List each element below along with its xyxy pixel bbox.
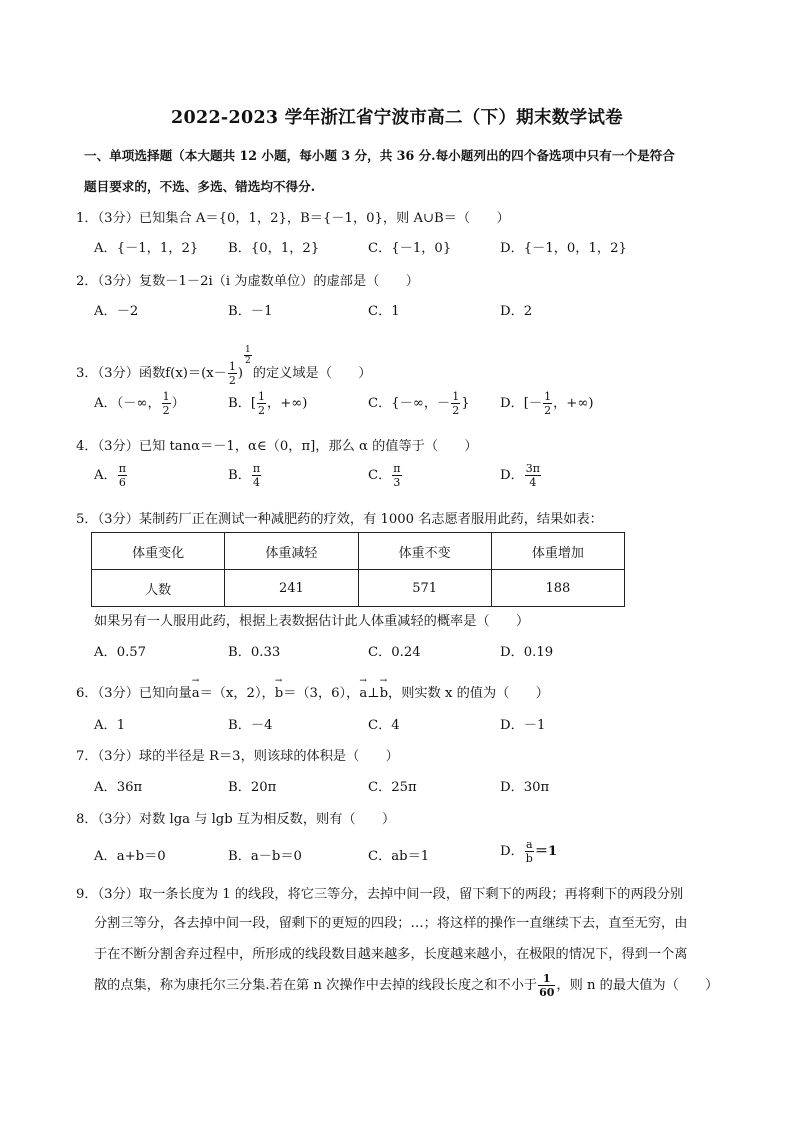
q2-option-b: B．－1 (228, 304, 273, 319)
q3-option-b: B．[ $\frac{1}{2}$ ，+∞) (228, 390, 308, 417)
question-2-stem: 2．（3分）复数－1－2i（i 为虚数单位）的虚部是（ ） (76, 274, 419, 289)
q5-option-d: D．0.19 (500, 645, 554, 660)
q4-option-d: D． $\frac{3\pi}{4}$ (500, 462, 540, 489)
question-3-stem (76, 345, 371, 387)
table-cell: 人数 (92, 570, 225, 607)
q2-option-d: D．2 (500, 304, 533, 319)
q3-option-c: C．{－∞，－ $\frac{1}{2}$ } (368, 390, 470, 417)
section-instructions-line2: 题目要求的，不选、多选、错选均不得分. (84, 179, 316, 194)
q7-option-d: D．30π (500, 780, 550, 795)
q8-option-b: B．a－b＝0 (228, 849, 302, 864)
q3-close-paren: ) (237, 366, 244, 381)
vector-b: → b (380, 686, 388, 701)
question-9-line3: 于在不断分割舍弃过程中，所形成的线段数目越来越多，长度越来越小，在极限的情况下，得到一个离 (94, 947, 688, 962)
q1-option-b: B．{0，1，2} (228, 241, 320, 256)
q6-option-b: B．－4 (228, 718, 273, 733)
table-header-cell: 体重不变 (358, 533, 491, 570)
q3-exponent: $\frac{1}{2}$ (245, 345, 251, 366)
q1-option-c: C．{－1，0} (368, 241, 452, 256)
q4-option-c: C． $\frac{\pi}{3}$ (368, 462, 401, 489)
question-4-stem: 4．（3分）已知 tanα＝－1，α∈（0，π]，那么 α 的值等于（ ） (76, 439, 478, 454)
section-instructions-line1: 一、单项选择题（本大题共 12 小题，每小题 3 分，共 36 分.每小题列出的四个备选项中只有一个是符合 (84, 148, 675, 163)
result-table (91, 532, 625, 607)
q5-option-a: A．0.57 (94, 645, 147, 660)
q7-option-c: C．25π (368, 780, 417, 795)
q3-option-a: A．（－∞， $\frac{1}{2}$ ） (94, 390, 185, 417)
q8-option-c: C．ab＝1 (368, 849, 430, 864)
q8-option-a: A．a+b＝0 (94, 849, 166, 864)
q1-option-a: A．{－1，1，2} (94, 241, 199, 256)
question-9-line1: 9．（3分）取一条长度为 1 的线段，将它三等分，去掉中间一段，留下剩下的两段；再将剩下的两段分别 (76, 887, 684, 902)
q5-option-b: B．0.33 (228, 645, 281, 660)
table-header-cell: 体重增加 (491, 533, 624, 570)
table-cell: 571 (358, 570, 491, 607)
q4-option-a: A． $\frac{\pi}{6}$ (94, 462, 126, 489)
q7-option-a: A．36π (94, 780, 143, 795)
q2-option-a: A．－2 (94, 304, 139, 319)
q6-option-c: C．4 (368, 718, 400, 733)
q3-option-d: D．[－ $\frac{1}{2}$ ，+∞) (500, 390, 594, 417)
question-7-stem: 7．（3分）球的半径是 R＝3，则该球的体积是（ ） (76, 749, 399, 764)
vector-a: → a (192, 686, 200, 701)
question-8-stem: 8．（3分）对数 lga 与 lgb 互为相反数，则有（ ） (76, 812, 396, 827)
question-6-stem: 6．（3分）已知向量→ a＝（x，2），→ b＝（3，6），→ a⊥→ b，则实数 x 的值为（ ） (76, 682, 549, 701)
page-title: 2022-2023 学年浙江省宁波市高二（下）期末数学试卷 (171, 108, 623, 128)
q5-option-c: C．0.24 (368, 645, 421, 660)
q3-suffix: 的定义域是（ ） (252, 366, 372, 381)
q4-option-b: B． $\frac{\pi}{4}$ (228, 462, 261, 489)
q8-option-d: D． $\frac{a}{b}$ ＝1 (500, 838, 558, 865)
q3-prefix: 3．（3分）函数f(x)＝(x－ (76, 366, 227, 381)
table-cell: 241 (225, 570, 358, 607)
table-row (92, 570, 625, 607)
vector-a: → a (359, 686, 367, 701)
table-header-cell: 体重变化 (92, 533, 225, 570)
table-cell: 188 (491, 570, 624, 607)
q2-option-c: C．1 (368, 304, 400, 319)
vector-b: → b (275, 686, 283, 701)
table-header-cell: 体重减轻 (225, 533, 358, 570)
question-9-line4: 散的点集，称为康托尔三分集.若在第 n 次操作中去掉的线段长度之和不小于 $\frac{1}{60}$ ，则 n 的最大值为（ ） (94, 972, 719, 999)
q3-fraction: $\frac{1}{2}$ (228, 360, 236, 387)
table-header-row (92, 533, 625, 570)
question-5-stem: 5．（3分）某制药厂正在测试一种减肥药的疗效，有 1000 名志愿者服用此药，结果如表： (76, 512, 603, 527)
question-1-stem: 1．（3分）已知集合 A＝{0，1，2}，B＝{－1，0}，则 A∪B＝（ ） (76, 211, 510, 226)
q6-option-a: A．1 (94, 718, 126, 733)
question-5-followup: 如果另有一人服用此药，根据上表数据估计此人体重减轻的概率是（ ） (94, 614, 530, 629)
q6-option-d: D．－1 (500, 718, 546, 733)
q7-option-b: B．20π (228, 780, 277, 795)
question-9-line2: 分割三等分，各去掉中间一段，留剩下的更短的四段；…；将这样的操作一直继续下去，直至无穷，由 (94, 916, 688, 931)
q1-option-d: D．{－1，0，1，2} (500, 241, 627, 256)
